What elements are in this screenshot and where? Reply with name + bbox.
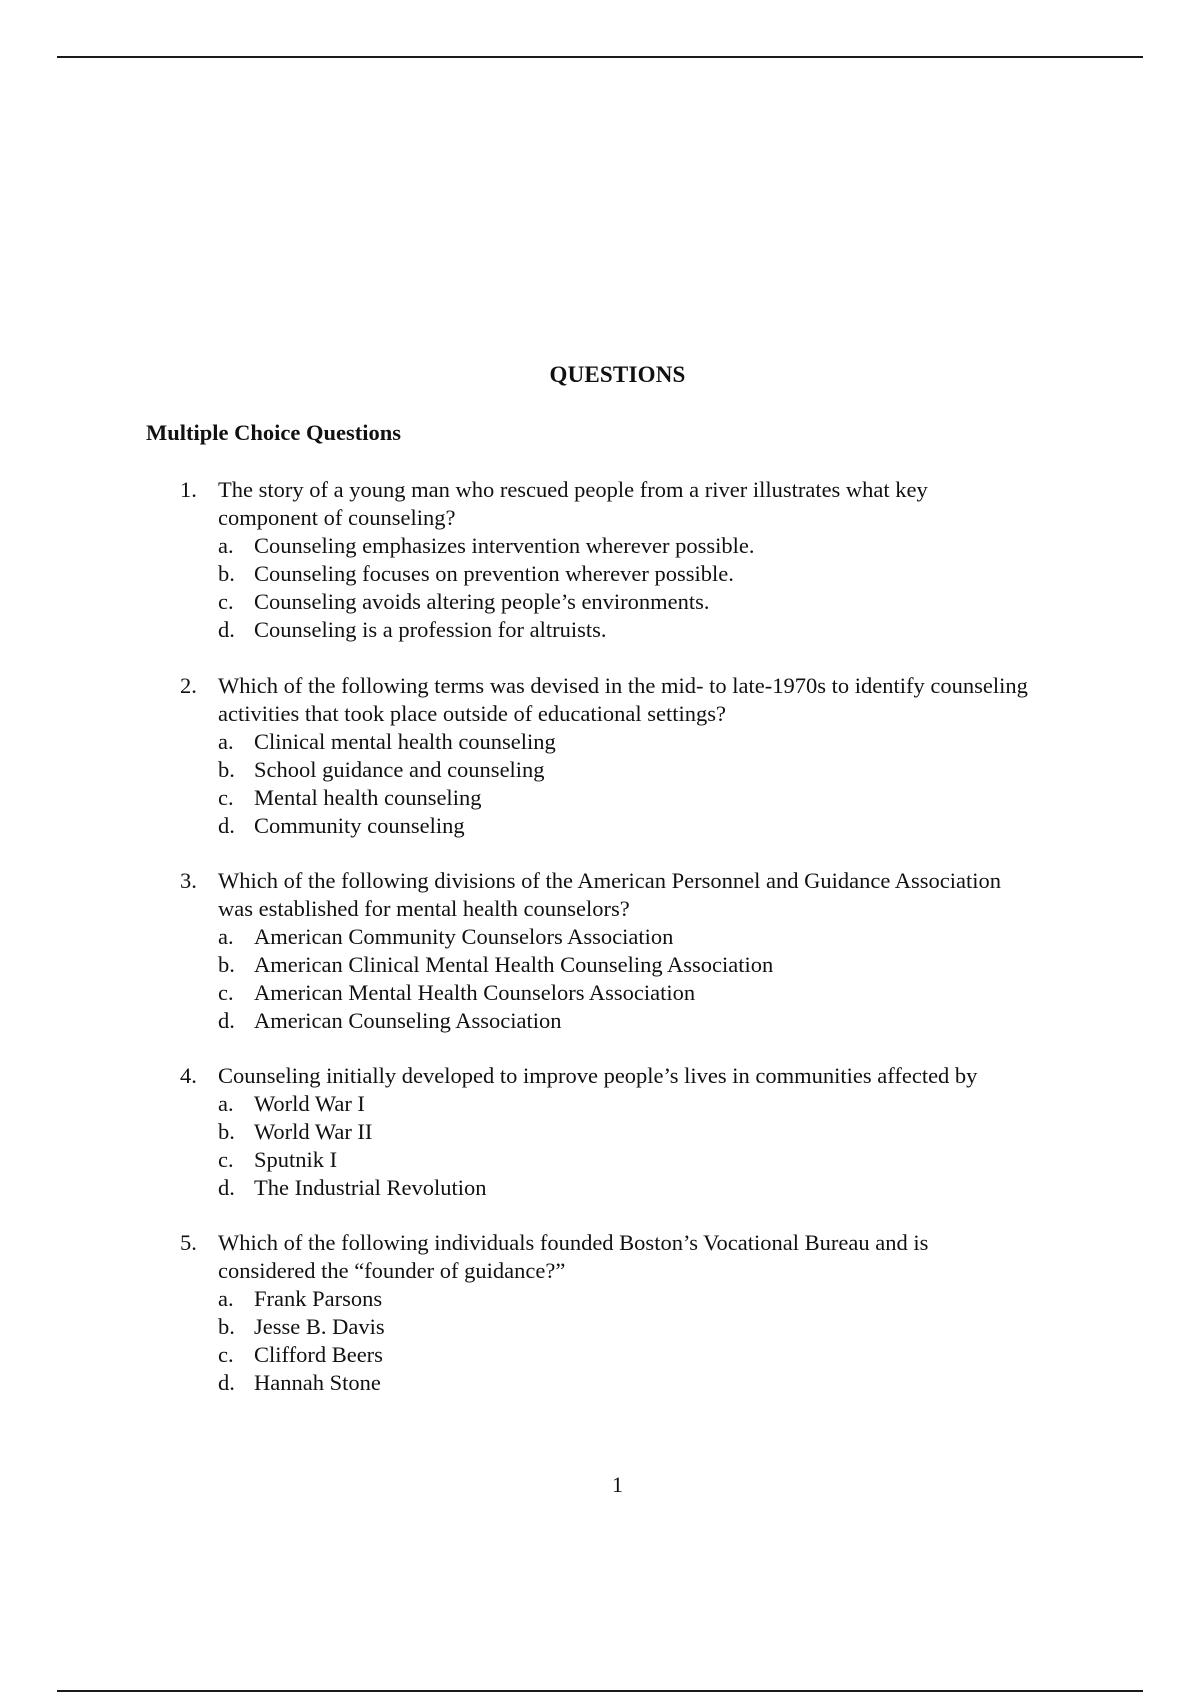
question-number: 2. xyxy=(180,673,197,698)
top-rule xyxy=(57,56,1143,58)
option-letter: a. xyxy=(218,924,234,949)
question-text: Which of the following divisions of the American Personnel and Guidance Association was established for mental health counselors? xyxy=(218,868,1001,921)
option-letter: b. xyxy=(218,561,235,586)
section-title: Multiple Choice Questions xyxy=(146,420,402,445)
option-letter: d. xyxy=(218,813,235,838)
option-text: Mental health counseling xyxy=(254,785,482,810)
option-text: Sputnik I xyxy=(254,1147,338,1172)
option-letter: d. xyxy=(218,1370,235,1395)
option-text: Hannah Stone xyxy=(254,1370,381,1395)
question-text: The story of a young man who rescued people from a river illustrates what key component of counseling? xyxy=(218,477,928,530)
option-letter: d. xyxy=(218,1008,235,1033)
option-letter: a. xyxy=(218,1286,234,1311)
option-letter: c. xyxy=(218,980,234,1005)
option-text: Counseling avoids altering people’s environments. xyxy=(254,589,710,614)
option-text: Clinical mental health counseling xyxy=(254,729,556,754)
option-letter: a. xyxy=(218,729,234,754)
option-letter: c. xyxy=(218,1147,234,1172)
question-number: 1. xyxy=(180,477,197,502)
question-number: 5. xyxy=(180,1230,197,1255)
question-number: 4. xyxy=(180,1063,197,1088)
option-text: World War II xyxy=(254,1119,373,1144)
option-letter: b. xyxy=(218,1314,235,1339)
option-letter: b. xyxy=(218,952,235,977)
option-text: School guidance and counseling xyxy=(254,757,545,782)
option-text: Frank Parsons xyxy=(254,1286,383,1311)
option-letter: b. xyxy=(218,1119,235,1144)
option-letter: c. xyxy=(218,1342,234,1367)
option-text: Clifford Beers xyxy=(254,1342,383,1367)
option-letter: c. xyxy=(218,785,234,810)
option-text: Community counseling xyxy=(254,813,465,838)
option-letter: b. xyxy=(218,757,235,782)
option-letter: a. xyxy=(218,1091,234,1116)
option-text: Jesse B. Davis xyxy=(254,1314,385,1339)
option-text: The Industrial Revolution xyxy=(254,1175,487,1200)
option-text: Counseling is a profession for altruists. xyxy=(254,617,607,642)
question-text: Counseling initially developed to improve people’s lives in communities affected by xyxy=(218,1063,978,1088)
option-text: American Community Counselors Association xyxy=(254,924,674,949)
page-number: 1 xyxy=(612,1472,623,1497)
option-letter: d. xyxy=(218,1175,235,1200)
question-text: Which of the following terms was devised in the mid- to late-1970s to identify counseling activities that took place outside of educational settings? xyxy=(218,673,1028,726)
option-letter: c. xyxy=(218,589,234,614)
option-letter: a. xyxy=(218,533,234,558)
question-number: 3. xyxy=(180,868,197,893)
option-text: Counseling emphasizes intervention wherever possible. xyxy=(254,533,755,558)
option-text: Counseling focuses on prevention wherever possible. xyxy=(254,561,734,586)
bottom-rule xyxy=(57,1690,1143,1692)
option-letter: d. xyxy=(218,617,235,642)
question-text: Which of the following individuals founded Boston’s Vocational Bureau and is considered the “founder of guidance?” xyxy=(218,1230,929,1283)
option-text: American Mental Health Counselors Association xyxy=(254,980,696,1005)
option-text: World War I xyxy=(254,1091,365,1116)
page-heading: QUESTIONS xyxy=(549,362,686,387)
option-text: American Counseling Association xyxy=(254,1008,562,1033)
option-text: American Clinical Mental Health Counseling Association xyxy=(254,952,774,977)
